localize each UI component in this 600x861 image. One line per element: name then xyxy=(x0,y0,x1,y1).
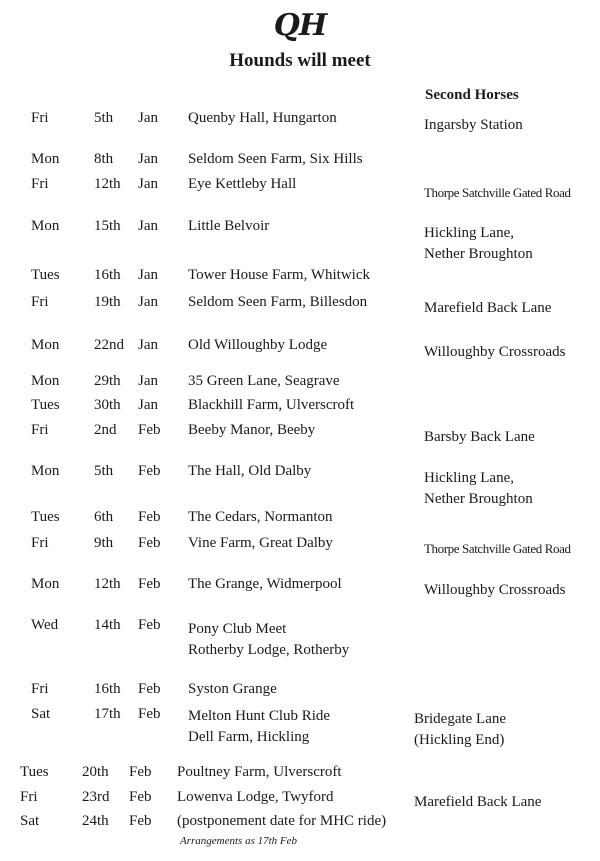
second-horses-line: Barsby Back Lane xyxy=(424,429,535,445)
fixture-day: Sat xyxy=(31,706,51,722)
fixture-day: Mon xyxy=(31,218,60,234)
fixture-month: Feb xyxy=(129,789,152,805)
fixture-month: Feb xyxy=(138,535,161,551)
fixture-date: 22nd xyxy=(94,337,124,353)
second-horses-line: Willoughby Crossroads xyxy=(424,582,566,598)
venue-line: Seldom Seen Farm, Six Hills xyxy=(188,151,363,167)
venue-line: The Grange, Widmerpool xyxy=(188,576,342,592)
fixture-month: Jan xyxy=(138,337,158,353)
fixture-date: 9th xyxy=(94,535,114,551)
second-horses-location xyxy=(424,427,535,448)
second-horses-line: Willoughby Crossroads xyxy=(424,344,566,360)
second-horses-location xyxy=(424,580,565,601)
fixture-day: Fri xyxy=(31,176,49,192)
fixture-day: Tues xyxy=(31,267,60,283)
venue-line: Quenby Hall, Hungarton xyxy=(188,110,337,126)
fixture-venue xyxy=(188,507,333,528)
fixture-date: 2nd xyxy=(94,422,117,438)
second-horses-location xyxy=(424,223,533,265)
fixture-month: Feb xyxy=(138,576,161,592)
fixture-day: Sat xyxy=(20,813,40,829)
fixture-day: Fri xyxy=(20,789,38,805)
second-horses-location xyxy=(414,709,506,751)
venue-line: (postponement date for MHC ride) xyxy=(177,813,387,829)
venue-line: The Cedars, Normanton xyxy=(188,509,333,525)
second-horses-location xyxy=(424,182,571,203)
fixture-day: Fri xyxy=(31,422,49,438)
page-title: Hounds will meet xyxy=(229,50,371,71)
venue-line: Pony Club Meet xyxy=(188,621,287,637)
fixture-venue xyxy=(188,574,342,595)
fixture-venue xyxy=(188,174,296,195)
fixture-venue xyxy=(188,292,367,313)
fixture-venue xyxy=(177,762,342,783)
fixture-venue xyxy=(177,811,386,832)
venue-line: Rotherby Lodge, Rotherby xyxy=(188,642,350,658)
venue-line: Seldom Seen Farm, Billesdon xyxy=(188,294,368,310)
fixture-month: Jan xyxy=(138,267,158,283)
fixture-month: Feb xyxy=(138,617,161,633)
fixture-date: 29th xyxy=(94,373,121,389)
fixture-venue xyxy=(188,108,337,129)
fixture-date: 15th xyxy=(94,218,121,234)
second-horses-line: Marefield Back Lane xyxy=(414,794,542,810)
fixture-day: Tues xyxy=(20,764,49,780)
fixture-date: 24th xyxy=(82,813,109,829)
venue-line: Tower House Farm, Whitwick xyxy=(188,267,370,283)
fixture-month: Jan xyxy=(138,110,158,126)
second-horses-location xyxy=(424,538,571,559)
venue-line: Vine Farm, Great Dalby xyxy=(188,535,333,551)
fixture-day: Tues xyxy=(31,397,60,413)
fixture-date: 19th xyxy=(94,294,121,310)
second-horses-line: Bridegate Lane xyxy=(414,711,507,727)
venue-line: 35 Green Lane, Seagrave xyxy=(188,373,340,389)
fixture-month: Jan xyxy=(138,397,158,413)
second-horses-line: Hickling Lane, xyxy=(424,225,514,241)
second-horses-line: Marefield Back Lane xyxy=(424,300,552,316)
fixture-venue xyxy=(188,679,277,700)
fixture-venue xyxy=(188,265,370,286)
fixture-month: Jan xyxy=(138,294,158,310)
fixture-day: Wed xyxy=(31,617,59,633)
fixture-venue xyxy=(188,371,340,392)
fixture-date: 8th xyxy=(94,151,114,167)
second-horses-line: Thorpe Satchville Gated Road xyxy=(424,185,571,200)
fixture-date: 30th xyxy=(94,397,121,413)
second-horses-line: Nether Broughton xyxy=(424,491,533,507)
second-horses-location xyxy=(424,115,523,136)
fixture-month: Feb xyxy=(138,509,161,525)
fixture-date: 5th xyxy=(94,110,114,126)
fixture-month: Feb xyxy=(138,422,161,438)
fixture-day: Mon xyxy=(31,463,60,479)
venue-line: Little Belvoir xyxy=(188,218,270,234)
fixture-month: Feb xyxy=(138,463,161,479)
fixture-date: 23rd xyxy=(82,789,110,805)
fixture-venue xyxy=(188,335,327,356)
fixture-month: Jan xyxy=(138,151,158,167)
fixture-day: Mon xyxy=(31,373,60,389)
venue-line: Dell Farm, Hickling xyxy=(188,729,310,745)
venue-line: Syston Grange xyxy=(188,681,277,697)
fixture-date: 12th xyxy=(94,176,121,192)
fixture-month: Jan xyxy=(138,218,158,234)
fixture-date: 20th xyxy=(82,764,109,780)
fixture-date: 5th xyxy=(94,463,114,479)
fixture-day: Fri xyxy=(31,535,49,551)
fixture-venue xyxy=(188,706,330,748)
hunt-logo-text: QH xyxy=(273,8,327,43)
fixture-month: Feb xyxy=(138,706,161,722)
fixture-date: 6th xyxy=(94,509,114,525)
fixture-venue xyxy=(188,395,354,416)
fixture-day: Mon xyxy=(31,576,60,592)
venue-line: Blackhill Farm, Ulverscroft xyxy=(188,397,355,413)
fixture-month: Feb xyxy=(138,681,161,697)
venue-line: Poultney Farm, Ulverscroft xyxy=(177,764,342,780)
venue-line: Lowenva Lodge, Twyford xyxy=(177,789,334,805)
fixture-date: 12th xyxy=(94,576,121,592)
second-horses-line: (Hickling End) xyxy=(414,732,505,748)
fixture-month: Jan xyxy=(138,373,158,389)
fixture-day: Fri xyxy=(31,681,49,697)
second-horses-header: Second Horses xyxy=(425,87,519,103)
venue-line: Eye Kettleby Hall xyxy=(188,176,297,192)
fixture-date: 16th xyxy=(94,681,121,697)
second-horses-location xyxy=(424,342,565,363)
venue-line: Melton Hunt Club Ride xyxy=(188,708,331,724)
fixture-month: Jan xyxy=(138,176,158,192)
venue-line: The Hall, Old Dalby xyxy=(188,463,312,479)
arrangements-note: Arrangements as 17th Feb xyxy=(180,835,298,847)
second-horses-line: Thorpe Satchville Gated Road xyxy=(424,541,571,556)
second-horses-line: Ingarsby Station xyxy=(424,117,523,133)
venue-line: Beeby Manor, Beeby xyxy=(188,422,316,438)
second-horses-line: Hickling Lane, xyxy=(424,470,514,486)
fixture-month: Feb xyxy=(129,764,152,780)
fixture-day: Mon xyxy=(31,337,60,353)
fixture-date: 17th xyxy=(94,706,121,722)
fixture-venue xyxy=(188,533,333,554)
fixture-venue xyxy=(188,420,315,441)
fixture-date: 16th xyxy=(94,267,121,283)
fixture-venue xyxy=(188,149,363,170)
fixture-day: Tues xyxy=(31,509,60,525)
fixture-day: Fri xyxy=(31,110,49,126)
fixture-month: Feb xyxy=(129,813,152,829)
second-horses-location xyxy=(414,792,541,813)
fixture-venue xyxy=(188,216,269,237)
fixture-day: Mon xyxy=(31,151,60,167)
second-horses-location xyxy=(424,468,533,510)
fixture-venue xyxy=(188,461,311,482)
fixture-venue xyxy=(177,787,334,808)
second-horses-line: Nether Broughton xyxy=(424,246,533,262)
fixture-venue xyxy=(188,619,349,661)
fixture-day: Fri xyxy=(31,294,49,310)
venue-line: Old Willoughby Lodge xyxy=(188,337,328,353)
second-horses-location xyxy=(424,298,551,319)
fixture-date: 14th xyxy=(94,617,121,633)
